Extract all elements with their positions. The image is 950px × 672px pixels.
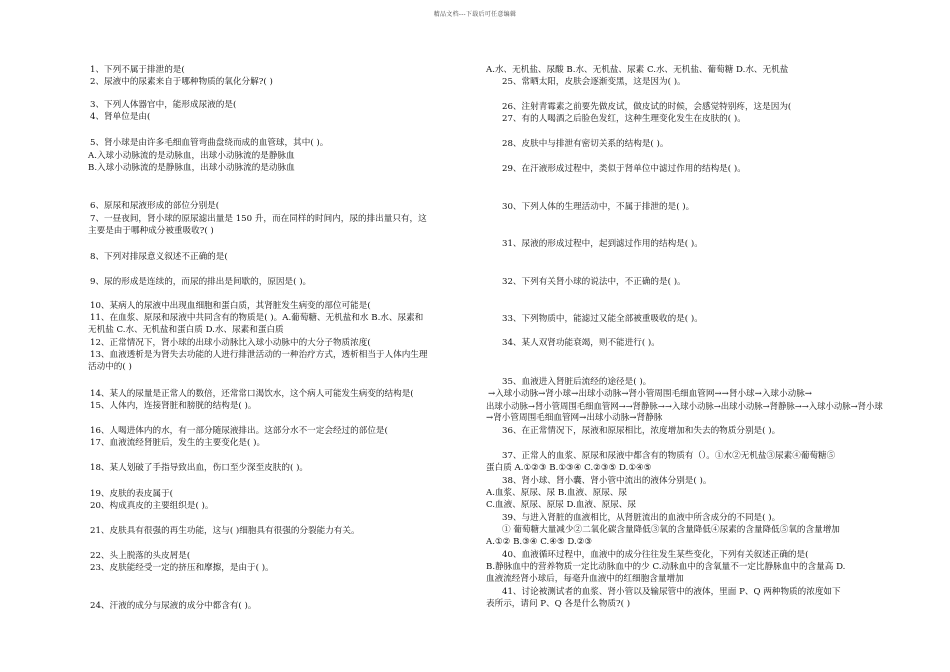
question-2: 2、尿液中的尿素来自于哪种物质的氧化分解?( ) [90,77,273,87]
question-37: 37、正常人的血浆、原尿和尿液中都含有的物质有（）。①水②无机盐③尿素④葡萄糖⑤ [502,451,836,461]
question-31: 31、尿液的形成过程中，起到滤过作用的结构是( )。 [502,239,703,249]
question-39: 39、与进入肾脏的血液相比，从肾脏流出的血液中所含成分的不同是( )。 [502,513,781,523]
question-22: 22、头上脱落的头皮屑是( [90,551,191,561]
question-13-cont: 活动中的( ) [88,362,132,372]
question-38-options-cd: C.血液、原尿、原尿 D.血液、原尿、尿 [486,500,636,510]
question-20: 20、构成真皮的主要组织是( )。 [90,501,214,511]
question-11: 11、在血浆、原尿和尿液中共同含有的物质是( )。A.葡萄糖、无机盐和水 B.水、尿素和 [90,313,424,323]
question-23: 23、皮肤能经受一定的挤压和摩擦，是由于( )。 [90,563,274,573]
question-14: 14、某人的尿量是正常人的数倍，还常常口渴饮水，这个病人可能发生病变的结构是( [90,389,414,399]
question-39-items: ① 葡萄糖大量减少②二氧化碳含量降低③氧的含量降低④尿素的含量降低⑤氧的含量增加 [502,525,840,535]
question-9: 9、尿的形成是连续的，而尿的排出是间歇的，原因是( )。 [90,277,312,287]
question-4: 4、肾单位是由( [90,112,151,122]
question-16: 16、人喝进体内的水，有一部分随尿液排出。这部分水不一定会经过的部位是( [90,426,388,436]
question-37-options: 蛋白质 A.①②③ B.①③④ C.②③⑤ D.①④⑤ [486,463,652,473]
question-5-option-a: A.入球小动脉流的是动脉血，出球小动脉流的是静脉血 [88,151,295,161]
question-29: 29、在汗液形成过程中，类似于肾单位中滤过作用的结构是( )。 [502,164,746,174]
question-18: 18、某人划破了手指导致出血，伤口至少深至皮肤的( )。 [90,463,309,473]
question-11-cont: 无机盐 C.水、无机盐和蛋白质 D.水、尿素和蛋白质 [88,325,284,335]
question-10: 10、某病人的尿液中出现血细胞和蛋白质，其肾脏发生病变的部位可能是( [90,301,371,311]
question-40: 40、血液循环过程中，血液中的成分往往发生某些变化，下列有关叙述正确的是( [502,550,809,560]
question-21: 21、皮肤具有很强的再生功能，这与( )细胞具有很强的分裂能力有关。 [90,526,360,536]
question-5-option-b: B.入球小动脉流的是静脉血，出球小动脉流的是动脉血 [88,163,295,173]
question-35-option-line-3: →肾小管周围毛细血管网→出球小动脉→肾静脉 [486,413,663,423]
question-6: 6、原尿和尿液形成的部位分别是( [90,201,220,211]
question-35: 35、血液进入肾脏后流经的途径是( )。 [502,377,652,387]
question-41-cont: 表所示，请问 P、Q 各是什么物质?( ) [486,599,631,609]
question-35-option-line-1: →入球小动脉→肾小球→出球小动脉→肾小管周围毛细血管网→→肾小球→入球小动脉→ [488,389,813,399]
question-38: 38、肾小球、肾小囊、肾小管中流出的液体分别是( )。 [502,476,712,486]
question-28: 28、皮肤中与排泄有密切关系的结构是( )。 [502,139,669,149]
question-17: 17、血液流经肾脏后，发生的主要变化是( )。 [90,438,266,448]
question-38-options-ab: A.血浆、原尿、尿 B.血液、原尿、尿 [486,488,628,498]
question-3: 3、下列人体器官中，能形成尿液的是( [90,100,237,110]
question-15: 15、人体内，连接肾脏和膀胱的结构是( )。 [90,401,257,411]
question-40-options: B.静脉血中的营养物质一定比动脉血中的少 C.动脉血中的含氧量不一定比静脉血中的含量高 D. [486,562,846,572]
question-27: 27、有的人喝酒之后脸色发红，这种生理变化发生在皮肤的( )。 [502,114,746,124]
page-header: 精品文档---下载后可任意编辑 [433,11,517,18]
question-26: 26、注射青霉素之前要先做皮试，做皮试的时候，会感觉特别疼，这是因为( [502,102,792,112]
question-24-options: A.水、无机盐、尿酸 B.水、无机盐、尿素 C.水、无机盐、葡萄糖 D.水、无机盐 [486,65,789,75]
question-41: 41、讨论被测试者的血浆、肾小管以及输尿管中的液体，里面 P、Q 两种物质的浓度如下 [502,587,841,597]
question-8: 8、下列对排尿意义叙述不正确的是( [90,252,228,262]
question-36: 36、在正常情况下，尿液和原尿相比，浓度增加和失去的物质分别是( )。 [502,426,781,436]
question-40-options-cont: 血液流经肾小球后，每毫升血液中的红细胞含量增加 [486,574,684,584]
question-25: 25、常晒太阳，皮肤会逐渐变黑，这是因为( )。 [502,77,686,87]
question-13: 13、血液透析是为肾失去功能的人进行排泄活动的一种治疗方式，透析相当于人体内生理 [90,350,428,360]
question-24: 24、汗液的成分与尿液的成分中都含有( )。 [90,601,257,611]
question-1: 1、下列不属于排泄的是( [90,65,185,75]
question-30: 30、下列人体的生理活动中，不属于排泄的是( )。 [502,202,695,212]
question-12: 12、正常情况下，肾小球的出球小动脉比入球小动脉中的大分子物质浓度( [90,338,371,348]
question-32: 32、下列有关肾小球的说法中，不正确的是( )。 [502,277,686,287]
question-33: 33、下列物质中，能滤过又能全部被重吸收的是( )。 [502,314,703,324]
question-5: 5、肾小球是由许多毛细血管弯曲盘绕而成的血管球，其中( )。 [90,138,329,148]
question-35-option-line-2: 出球小动脉→肾小管周围毛细血管网→→肾静脉→→入球小动脉→出球小动脉→肾静脉→→入球小动脉→肾小球 [486,401,883,411]
question-39-options: A.①② B.③④ C.④⑤ D.②③ [486,537,593,547]
question-7-cont: 主要是由于哪种成分被重吸收?( ) [88,226,214,236]
question-19: 19、皮肤的表皮属于( [90,489,174,499]
question-34: 34、某人双肾功能衰竭，则不能进行( )。 [502,338,660,348]
question-7: 7、一昼夜间，肾小球的原尿滤出量是 150 升，而在同样的时间内，尿的排出量只有，这 [90,214,427,224]
